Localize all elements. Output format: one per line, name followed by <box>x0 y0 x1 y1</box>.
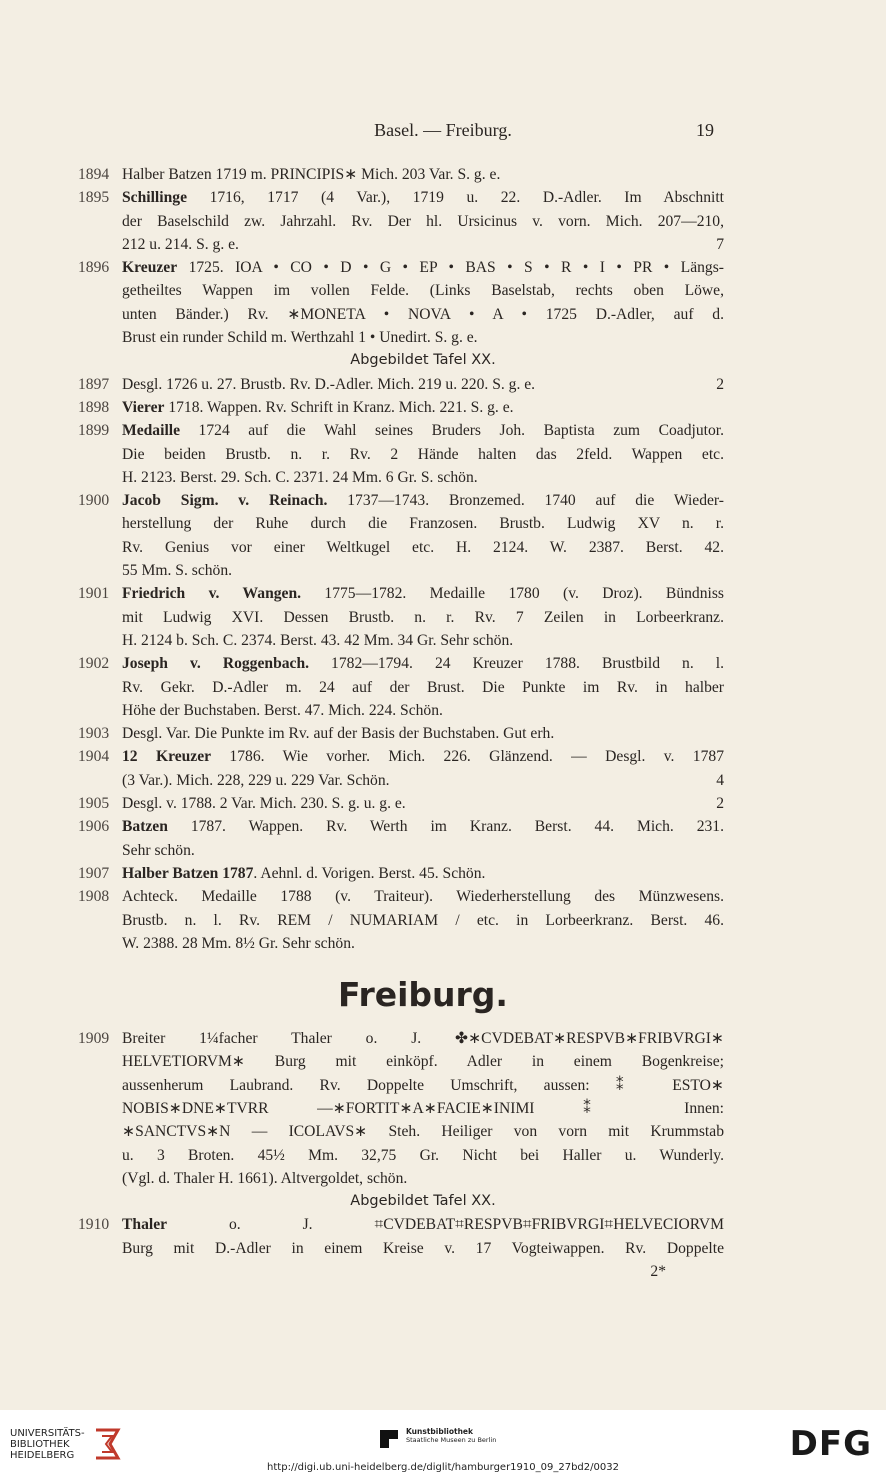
footer-bar <box>0 1410 886 1478</box>
entry-line-text: W. 2388. 28 Mm. 8½ Gr. Sehr schön. <box>122 934 355 952</box>
entry-line <box>122 233 724 256</box>
dfg-logo: DFG <box>789 1424 872 1464</box>
university-library-label <box>10 1428 85 1461</box>
entry-group-3 <box>78 1027 724 1190</box>
entry-number: 1895 <box>78 189 110 207</box>
entry-line <box>122 512 724 535</box>
entry-line <box>122 606 724 629</box>
entry-line <box>122 1144 724 1167</box>
entry-text <box>122 489 724 582</box>
entry-number: 1899 <box>78 422 110 440</box>
catalog-entry <box>78 722 724 745</box>
entry-line-text: 212 u. 214. S. g. e. <box>122 235 239 253</box>
entry-line <box>122 466 724 489</box>
entry-line <box>122 1213 724 1236</box>
entry-number: 1902 <box>78 655 110 673</box>
entry-line <box>122 932 724 955</box>
entry-line-text: 12 Kreuzer 1786. Wie vorher. Mich. 226. Glänzend. — Desgl. v. 1787 <box>122 748 724 766</box>
entry-line <box>122 839 724 862</box>
entry-line <box>122 210 724 233</box>
entry-line <box>122 186 724 209</box>
entry-line <box>122 745 724 768</box>
entry-line-text: 55 Mm. S. schön. <box>122 562 233 580</box>
catalog-entry <box>78 862 724 885</box>
entry-line <box>122 582 724 605</box>
entry-line-text: herstellung der Ruhe durch die Franzosen. Brustb. Ludwig XV n. r. <box>122 515 724 533</box>
source-url[interactable]: http://digi.ub.uni-heidelberg.de/diglit/hamburger1910_09_27bd2/0032 <box>267 1462 619 1473</box>
entry-line <box>122 256 724 279</box>
section-heading: Freiburg. <box>338 975 508 1015</box>
entry-line-text: der Baselschild zw. Jahrzahl. Rv. Der hl. Ursicinus v. vorn. Mich. 207—210, <box>122 212 724 230</box>
entry-number: 1905 <box>78 795 110 813</box>
catalog-entry <box>78 1213 724 1260</box>
entry-text <box>122 885 724 955</box>
entry-line-text: Halber Batzen 1719 m. PRINCIPIS∗ Mich. 203 Var. S. g. e. <box>122 166 501 183</box>
entry-line <box>122 676 724 699</box>
entry-number: 1898 <box>78 398 110 416</box>
entry-line <box>122 722 724 745</box>
university-logo-icon <box>90 1424 124 1462</box>
entry-text <box>122 792 724 815</box>
entry-line-text: Sehr schön. <box>122 841 195 859</box>
entry-number: 1904 <box>78 748 110 766</box>
running-header <box>0 120 886 144</box>
entry-line-text: Schillinge 1716, 1717 (4 Var.), 1719 u. 22. D.-Adler. Im Abschnitt <box>122 189 724 207</box>
entry-line-text: getheiltes Wappen im vollen Felde. (Links Baselstab, rechts oben Löwe, <box>122 282 724 300</box>
entry-line <box>122 699 724 722</box>
entry-text <box>122 373 724 396</box>
catalog-entry <box>78 186 724 256</box>
entry-line-text: Kreuzer 1725. IOA • CO • D • G • EP • BAS • S • R • I • PR • Längs- <box>122 259 724 277</box>
entry-group-4 <box>78 1213 724 1260</box>
entry-price: 2 <box>716 375 724 393</box>
entry-text <box>122 745 724 792</box>
entry-line <box>122 629 724 652</box>
entry-line-text: Brustb. n. l. Rv. REM / NUMARIAM / etc. in Lorbeerkranz. Berst. 46. <box>122 911 724 929</box>
catalog-entry <box>78 652 724 722</box>
entry-line-text: Vierer 1718. Wappen. Rv. Schrift in Kranz. Mich. 221. S. g. e. <box>122 398 514 416</box>
entry-line <box>122 769 724 792</box>
entry-line-text: Friedrich v. Wangen. 1775—1782. Medaille 1780 (v. Droz). Bündniss <box>122 585 724 603</box>
catalog-entries <box>78 163 724 1283</box>
entry-number: 1907 <box>78 864 110 882</box>
kb-line: Staatliche Museen zu Berlin <box>406 1436 497 1444</box>
entry-line-text: Joseph v. Roggenbach. 1782—1794. 24 Kreuzer 1788. Brustbild n. l. <box>122 655 724 673</box>
entry-line <box>122 489 724 512</box>
entry-number: 1903 <box>78 725 110 743</box>
entry-number: 1897 <box>78 375 110 393</box>
entry-line-text: (3 Var.). Mich. 228, 229 u. 229 Var. Schön. <box>122 771 390 789</box>
entry-line <box>122 1027 724 1050</box>
entry-line-text: Die beiden Brustb. n. r. Rv. 2 Hände halten das 2feld. Wappen etc. <box>122 445 724 463</box>
entry-line <box>122 652 724 675</box>
catalog-entry <box>78 1027 724 1190</box>
entry-text <box>122 256 724 349</box>
catalog-entry <box>78 792 724 815</box>
entry-text <box>122 815 724 862</box>
entry-line <box>122 1074 724 1097</box>
entry-text <box>122 652 724 722</box>
catalog-entry <box>78 582 724 652</box>
entry-number: 1908 <box>78 888 110 906</box>
entry-text <box>122 396 724 419</box>
entry-line <box>122 419 724 442</box>
catalog-entry <box>78 885 724 955</box>
entry-line-text: Thaler o. J. ⌗CVDEBAT⌗RESPVB⌗FRIBVRGI⌗HELVECIORVM <box>122 1216 724 1234</box>
entry-number: 1906 <box>78 818 110 836</box>
entry-line-text: Desgl. v. 1788. 2 Var. Mich. 230. S. g. u. g. e. <box>122 795 406 813</box>
catalog-entry <box>78 396 724 419</box>
entry-line <box>122 815 724 838</box>
catalog-entry <box>78 163 724 186</box>
entry-line-text: Batzen 1787. Wappen. Rv. Werth im Kranz. Berst. 44. Mich. 231. <box>122 818 724 836</box>
catalog-entry <box>78 745 724 792</box>
entry-line-text: Jacob Sigm. v. Reinach. 1737—1743. Bronzemed. 1740 auf die Wieder- <box>122 492 724 510</box>
entry-line <box>122 559 724 582</box>
entry-line-text: H. 2124 b. Sch. C. 2374. Berst. 43. 42 Mm. 34 Gr. Sehr schön. <box>122 631 514 649</box>
entry-price: 7 <box>716 235 724 253</box>
entry-text <box>122 862 724 885</box>
entry-line-text: H. 2123. Berst. 29. Sch. C. 2371. 24 Mm. 6 Gr. S. schön. <box>122 468 478 486</box>
entry-line-text: Desgl. Var. Die Punkte im Rv. auf der Basis der Buchstaben. Gut erh. <box>122 725 555 743</box>
entry-line <box>122 885 724 908</box>
entry-number: 1894 <box>78 166 110 183</box>
entry-line-text: Halber Batzen 1787. Aehnl. d. Vorigen. Berst. 45. Schön. <box>122 864 486 882</box>
catalog-entry <box>78 815 724 862</box>
entry-line-text: NOBIS∗DNE∗TVRR —∗FORTIT∗A∗FACIE∗INIMI ⁑ Innen: <box>122 1099 724 1117</box>
entry-text <box>122 163 724 186</box>
entry-number: 1896 <box>78 259 110 277</box>
entry-line-text: u. 3 Broten. 45½ Mm. 32,75 Gr. Nicht bei Haller u. Wunderly. <box>122 1146 724 1164</box>
entry-line <box>122 1120 724 1143</box>
entry-line-text: mit Ludwig XVI. Dessen Brustb. n. r. Rv. 7 Zeilen in Lorbeerkranz. <box>122 608 724 626</box>
entry-line <box>122 792 724 815</box>
entry-line-text: aussenherum Laubrand. Rv. Doppelte Umschrift, aussen: ⁑ ESTO∗ <box>122 1076 724 1094</box>
page-number: 19 <box>696 120 714 140</box>
entry-line-text: Rv. Genius vor einer Weltkugel etc. H. 2124. W. 2387. Berst. 42. <box>122 538 724 556</box>
entry-line-text: Achteck. Medaille 1788 (v. Traiteur). Wiederherstellung des Münzwesens. <box>122 888 724 906</box>
kunstbibliothek-label <box>406 1428 496 1444</box>
header-title: Basel. — Freiburg. <box>374 120 512 140</box>
entry-line <box>122 1050 724 1073</box>
entry-number: 1900 <box>78 492 110 510</box>
kb-line: Kunstbibliothek <box>406 1427 474 1436</box>
entry-line <box>122 373 724 396</box>
plate-caption: Abgebildet Tafel XX. <box>350 352 496 369</box>
catalog-entry <box>78 373 724 396</box>
entry-line <box>122 1237 724 1260</box>
entry-number: 1910 <box>78 1216 110 1234</box>
entry-text <box>122 722 724 745</box>
plate-caption: Abgebildet Tafel XX. <box>350 1193 496 1210</box>
entry-line <box>122 536 724 559</box>
entry-price: 4 <box>716 771 724 789</box>
entry-line-text: Desgl. 1726 u. 27. Brustb. Rv. D.-Adler. Mich. 219 u. 220. S. g. e. <box>122 375 536 393</box>
entry-text <box>122 419 724 489</box>
entry-line <box>122 1167 724 1190</box>
university-line: UNIVERSITÄTS- <box>10 1428 85 1439</box>
entry-line <box>122 279 724 302</box>
entry-line <box>122 443 724 466</box>
entry-line <box>122 909 724 932</box>
entry-line <box>122 1097 724 1120</box>
entry-line <box>122 326 724 349</box>
entry-line-text: Medaille 1724 auf die Wahl seines Bruders Joh. Baptista zum Coadjutor. <box>122 422 724 440</box>
entry-price: 2 <box>716 795 724 813</box>
university-line: BIBLIOTHEK <box>10 1439 70 1450</box>
university-line: HEIDELBERG <box>10 1450 75 1461</box>
entry-group-2 <box>78 373 724 955</box>
entry-line-text: HELVETIORVM∗ Burg mit einköpf. Adler in einem Bogenkreise; <box>122 1053 724 1071</box>
signature-mark: 2* <box>650 1263 666 1281</box>
entry-line-text: Burg mit D.-Adler in einem Kreise v. 17 Vogteiwappen. Rv. Doppelte <box>122 1239 724 1257</box>
catalog-entry <box>78 489 724 582</box>
entry-line <box>122 862 724 885</box>
entry-line-text: unten Bänder.) Rv. ∗MONETA • NOVA • A • 1725 D.-Adler, auf d. <box>122 305 724 323</box>
kunstbibliothek-logo-icon <box>378 1428 400 1450</box>
entry-text <box>122 1213 724 1260</box>
entry-number: 1909 <box>78 1030 110 1048</box>
entry-line-text: Rv. Gekr. D.-Adler m. 24 auf der Brust. Die Punkte im Rv. in halber <box>122 678 724 696</box>
entry-line <box>122 303 724 326</box>
entry-text <box>122 186 724 256</box>
entry-number: 1901 <box>78 585 110 603</box>
entry-text <box>122 1027 724 1190</box>
entry-line <box>122 396 724 419</box>
entry-line-text: Brust ein runder Schild m. Werthzahl 1 • Unedirt. S. g. e. <box>122 329 478 347</box>
entry-text <box>122 582 724 652</box>
catalog-entry <box>78 419 724 489</box>
entry-line-text: ∗SANCTVS∗N — ICOLAVS∗ Steh. Heiliger von vorn mit Krummstab <box>122 1123 724 1141</box>
entry-line-text: Breiter 1¼facher Thaler o. J. ✤∗CVDEBAT∗RESPVB∗FRIBVRGI∗ <box>122 1030 724 1048</box>
catalog-entry <box>78 256 724 349</box>
entry-line-text: Höhe der Buchstaben. Berst. 47. Mich. 224. Schön. <box>122 701 443 719</box>
entry-line-text: (Vgl. d. Thaler H. 1661). Altvergoldet, schön. <box>122 1169 408 1187</box>
entry-group-1 <box>78 163 724 349</box>
entry-line <box>122 163 724 186</box>
